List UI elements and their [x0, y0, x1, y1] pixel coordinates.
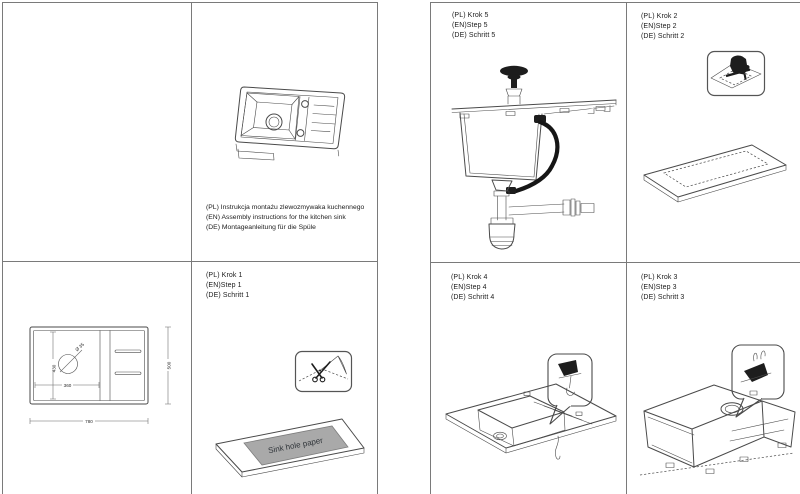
- overflow-cover: [297, 130, 304, 137]
- dim-430-label: 430: [51, 364, 57, 373]
- right-page-border-left: [430, 2, 431, 494]
- dimension-430: [49, 332, 57, 399]
- dim-360-label: 360: [63, 383, 72, 388]
- counter-rim-section: [452, 100, 616, 118]
- template-outline: [30, 327, 148, 404]
- sink-perspective-diagram: [212, 60, 354, 192]
- drain-knob: [500, 66, 528, 104]
- right-page-horizontal-divider: [430, 262, 800, 263]
- step2-label-en: (EN)Step 2: [641, 23, 677, 30]
- step1-label-en: (EN)Step 1: [206, 282, 242, 289]
- mount-tab: [706, 469, 714, 474]
- step5-label-en: (EN)Step 5: [452, 22, 488, 29]
- tap-hole: [59, 342, 86, 374]
- step3-label-pl: (PL) Krok 3: [641, 274, 678, 281]
- scissors-icon: [312, 362, 330, 382]
- outlet-pipe: [509, 199, 594, 216]
- left-page-border-right: [377, 2, 378, 494]
- dimension-360: [35, 381, 99, 389]
- cutting-template-diagram: [22, 315, 182, 435]
- step1-label-pl: (PL) Krok 1: [206, 272, 243, 279]
- scissors-inset-diagram: [294, 350, 353, 393]
- ground-dashed-line: [640, 453, 794, 475]
- left-page-border-left: [2, 2, 3, 494]
- sink-drainboard-grooves: [311, 105, 336, 132]
- inset-frame: [296, 352, 352, 392]
- dim-780-label: 780: [85, 419, 93, 424]
- left-page-horizontal-divider: [2, 261, 378, 262]
- clip-install-diagram: [632, 335, 800, 487]
- step5-label-pl: (PL) Krok 5: [452, 12, 489, 19]
- step4-label-en: (EN)Step 4: [451, 284, 487, 291]
- basin-divider-lines: [100, 331, 110, 401]
- overflow-hose: [506, 115, 557, 194]
- right-page-vertical-divider: [626, 2, 627, 494]
- left-page-border-top: [2, 2, 378, 3]
- sink-hole-paper-label: Sink hole paper: [267, 435, 324, 456]
- sink-hole-paper-diagram: [196, 398, 374, 490]
- step2-label-pl: (PL) Krok 2: [641, 13, 678, 20]
- dimension-500: [163, 327, 172, 404]
- step5-label-de: (DE) Schritt 5: [452, 32, 496, 39]
- tap-hole-diameter-label: Ø 35: [74, 341, 86, 353]
- countertop-cutout-diagram: [634, 135, 796, 213]
- title-de: (DE) Montageanleitung für die Spüle: [206, 224, 316, 231]
- drain-hole: [266, 114, 282, 130]
- countertop-top-face: [644, 145, 786, 197]
- title-en: (EN) Assembly instructions for the kitchen sink: [206, 214, 346, 221]
- step4-label-pl: (PL) Krok 4: [451, 274, 488, 281]
- cutout-dashed-outline: [664, 151, 768, 187]
- clamp-callout: [548, 354, 592, 424]
- right-page-border-top: [430, 2, 800, 3]
- title-pl: (PL) Instrukcja montażu zlewozmywaka kuchennego: [206, 204, 365, 211]
- mounting-diagram: [438, 348, 624, 478]
- left-page-vertical-divider: [191, 2, 192, 494]
- mount-tab: [740, 457, 748, 462]
- step2-label-de: (DE) Schritt 2: [641, 33, 685, 40]
- siphon-assembly-diagram: [444, 58, 624, 253]
- mount-tab: [666, 463, 674, 468]
- jigsaw-inset-diagram: [706, 50, 766, 97]
- step3-label-de: (DE) Schritt 3: [641, 294, 685, 301]
- dimension-780: [30, 417, 148, 425]
- drain-fitting: [494, 432, 507, 440]
- tap-hole-cover: [302, 101, 309, 108]
- hanging-cord: [555, 436, 560, 459]
- step3-label-en: (EN)Step 3: [641, 284, 677, 291]
- sink-basin: [241, 93, 299, 139]
- drainboard-grooves: [115, 350, 141, 374]
- jigsaw-icon: [726, 55, 750, 80]
- step4-label-de: (DE) Schritt 4: [451, 294, 495, 301]
- lifted-paper-corner: [322, 356, 347, 374]
- basin-section: [460, 113, 542, 180]
- step1-label-de: (DE) Schritt 1: [206, 292, 250, 299]
- dim-500-label: 500: [166, 361, 172, 370]
- sink-divider-strip: [296, 97, 310, 141]
